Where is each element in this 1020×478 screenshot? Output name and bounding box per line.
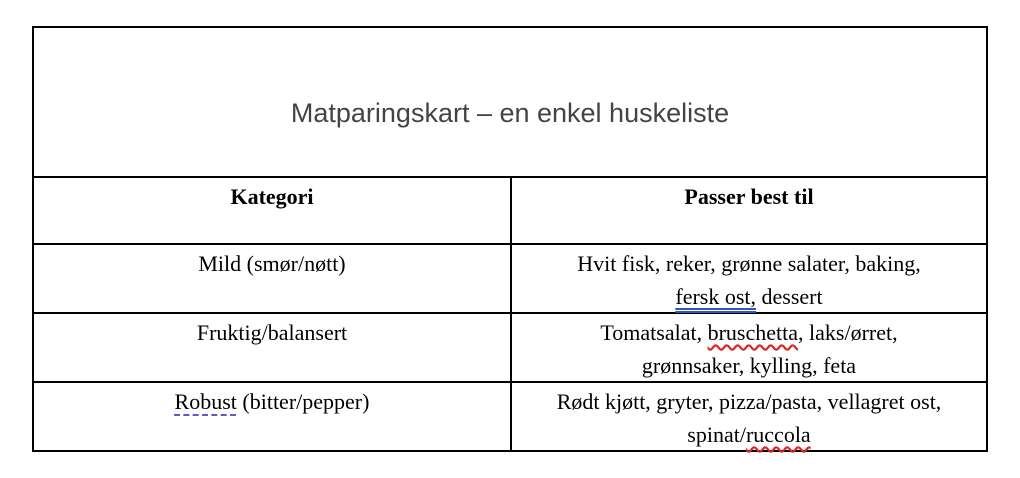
cell-kategori: Fruktig/balansert xyxy=(34,314,512,381)
cell-passer xyxy=(512,314,986,381)
text-line: spinat/ xyxy=(687,422,746,447)
cell-passer xyxy=(512,383,986,450)
column-header-passer: Passer best til xyxy=(684,184,814,209)
text-line: grønnsaker, kylling, feta xyxy=(641,353,857,378)
grammar-underlined-text: Robust xyxy=(174,389,237,414)
cell-kategori: Mild (smør/nøtt) xyxy=(34,245,512,312)
header-row xyxy=(34,178,986,245)
text-line: (bitter/pepper) xyxy=(236,389,370,414)
text-line: Tomatsalat, xyxy=(600,320,708,345)
text-line: dessert xyxy=(756,284,823,309)
text-line: , laks/ørret, xyxy=(798,320,898,345)
cell-passer xyxy=(512,245,986,312)
pairing-table xyxy=(32,26,988,452)
text-line: Hvit fisk, reker, grønne salater, baking, xyxy=(577,251,921,276)
document-title: Matparingskart – en enkel huskeliste xyxy=(290,98,730,128)
text-line: Rødt kjøtt, gryter, pizza/pasta, vellagret ost, xyxy=(556,389,942,414)
grammar-underlined-text: fersk ost, xyxy=(675,284,757,309)
title-row xyxy=(34,28,986,178)
spellcheck-underlined-text: bruschetta xyxy=(707,320,799,345)
spellcheck-underlined-text: ruccola xyxy=(745,422,811,447)
table-row xyxy=(34,314,986,383)
table-row xyxy=(34,383,986,450)
table-row xyxy=(34,245,986,314)
column-header-kategori: Kategori xyxy=(34,178,512,243)
cell-kategori xyxy=(34,383,512,450)
